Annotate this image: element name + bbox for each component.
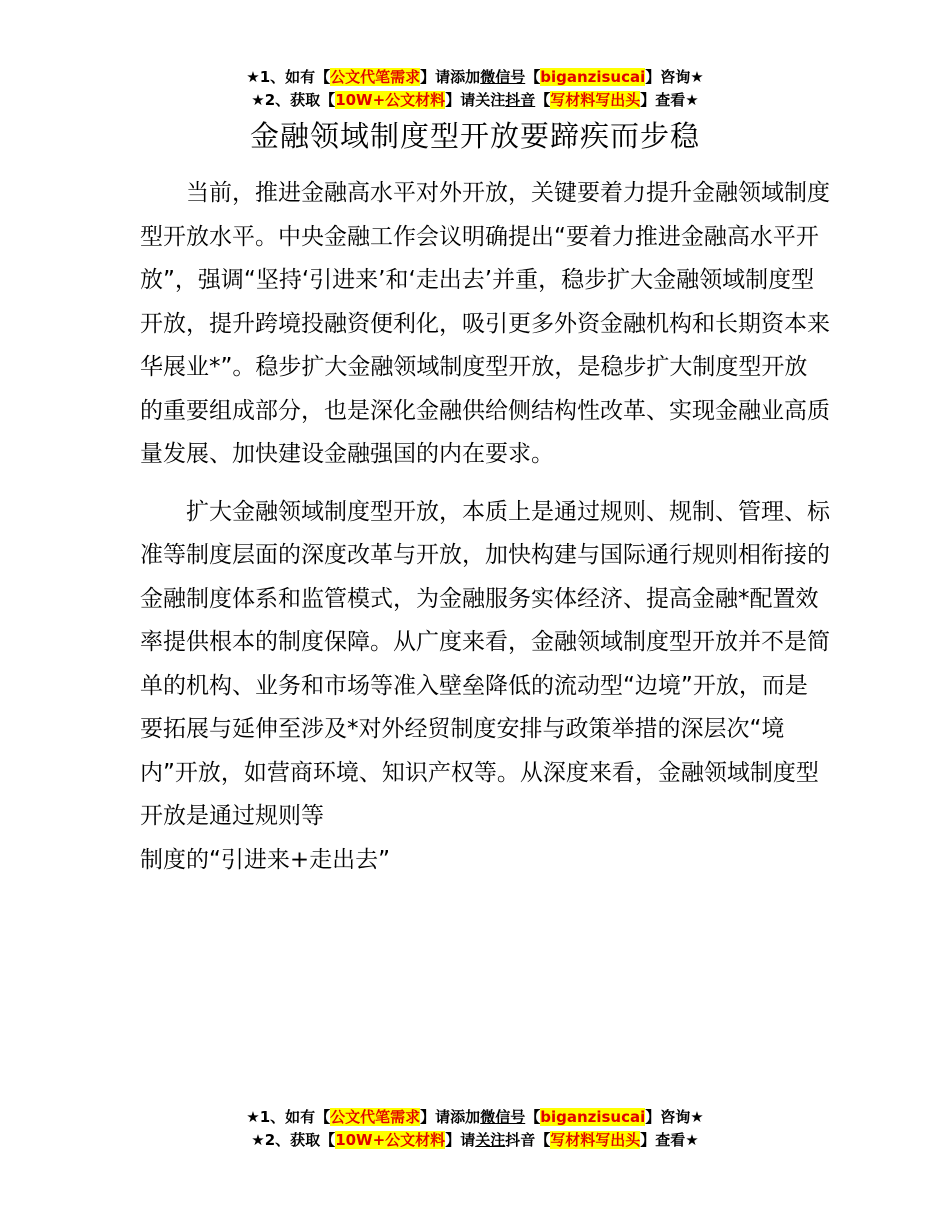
promo-underlined: 抖音 [505, 91, 536, 109]
promo-highlight: 10W+公文材料 [335, 91, 446, 109]
promo-banner-top [0, 66, 950, 112]
promo-line-1 [0, 1106, 950, 1129]
promo-text: 】查看★ [640, 91, 699, 109]
promo-line-2 [0, 1129, 950, 1152]
promo-text: 】咨询★ [645, 68, 704, 86]
promo-text: 【 [535, 91, 551, 109]
document-title: 金融领域制度型开放要蹄疾而步稳 [249, 119, 700, 153]
promo-underlined: 微信号 [480, 68, 526, 86]
promo-text: 】请添加 [420, 68, 481, 86]
promo-line-2 [0, 89, 950, 112]
promo-text: 】咨询★ [645, 1108, 704, 1126]
promo-douyin-id: 写材料写出头 [550, 91, 641, 109]
promo-text: ★1、如有【 [246, 68, 331, 86]
promo-text: ★1、如有【 [246, 1108, 331, 1126]
body-paragraph-1: 当前，推进金融高水平对外开放，关键要着力提升金融领域制度型开放水平。中央金融工作会议明确提出“要着力推进金融高水平开放”，强调“坚持‘引进来’和‘走出去’并重，稳步扩大金融领域制度型开放，提升跨境投融资便利化，吸引更多外资金融机构和长期资本来华展业*”。稳步扩大金融领域制度型开放，是稳步扩大制度型开放的重要组成部分，也是深化金融供给侧结构性改革、实现金融业高质量发展、加快建设金融强国的内在要求。 [140, 180, 830, 467]
promo-wechat-id: biganzisucai [540, 68, 646, 86]
promo-underlined: 微信号 [480, 1108, 526, 1126]
promo-highlight: 10W+公文材料 [335, 1131, 446, 1149]
body-paragraph-2: 扩大金融领域制度型开放，本质上是通过规则、规制、管理、标准等制度层面的深度改革与开放，加快构建与国际通行规则相衔接的金融制度体系和监管模式，为金融服务实体经济、提高金融*配置效率提供根本的制度保障。从广度来看，金融领域制度型开放并不是简单的机构、业务和市场等准入壁垒降低的流动型“边境”开放，而是要拓展与延伸至涉及*对外经贸制度安排与政策举措的深层次“境内”开放，如营商环境、知识产权等。从深度来看，金融领域制度型开放是通过规则等 [140, 498, 830, 829]
promo-text: 【 [525, 1108, 541, 1126]
promo-text: 】查看★ [640, 1131, 699, 1149]
promo-douyin-id: 写材料写出头 [550, 1131, 641, 1149]
promo-line-1 [0, 66, 950, 89]
body-paragraph-tail: 制度的“引进来+走出去” [140, 846, 391, 873]
document-body [140, 172, 830, 882]
promo-text: 】请添加 [420, 1108, 481, 1126]
promo-highlight: 公文代笔需求 [330, 68, 421, 86]
promo-banner-bottom [0, 1106, 950, 1152]
promo-text: 抖音【 [505, 1131, 551, 1149]
promo-highlight: 公文代笔需求 [330, 1108, 421, 1126]
promo-text: ★2、获取【 [251, 91, 336, 109]
promo-text: 】请关注 [445, 91, 506, 109]
promo-text: ★2、获取【 [251, 1131, 336, 1149]
promo-text: 】请 [445, 1131, 476, 1149]
promo-text: 【 [525, 68, 541, 86]
promo-wechat-id: biganzisucai [540, 1108, 646, 1126]
promo-underlined: 关注 [475, 1131, 506, 1149]
